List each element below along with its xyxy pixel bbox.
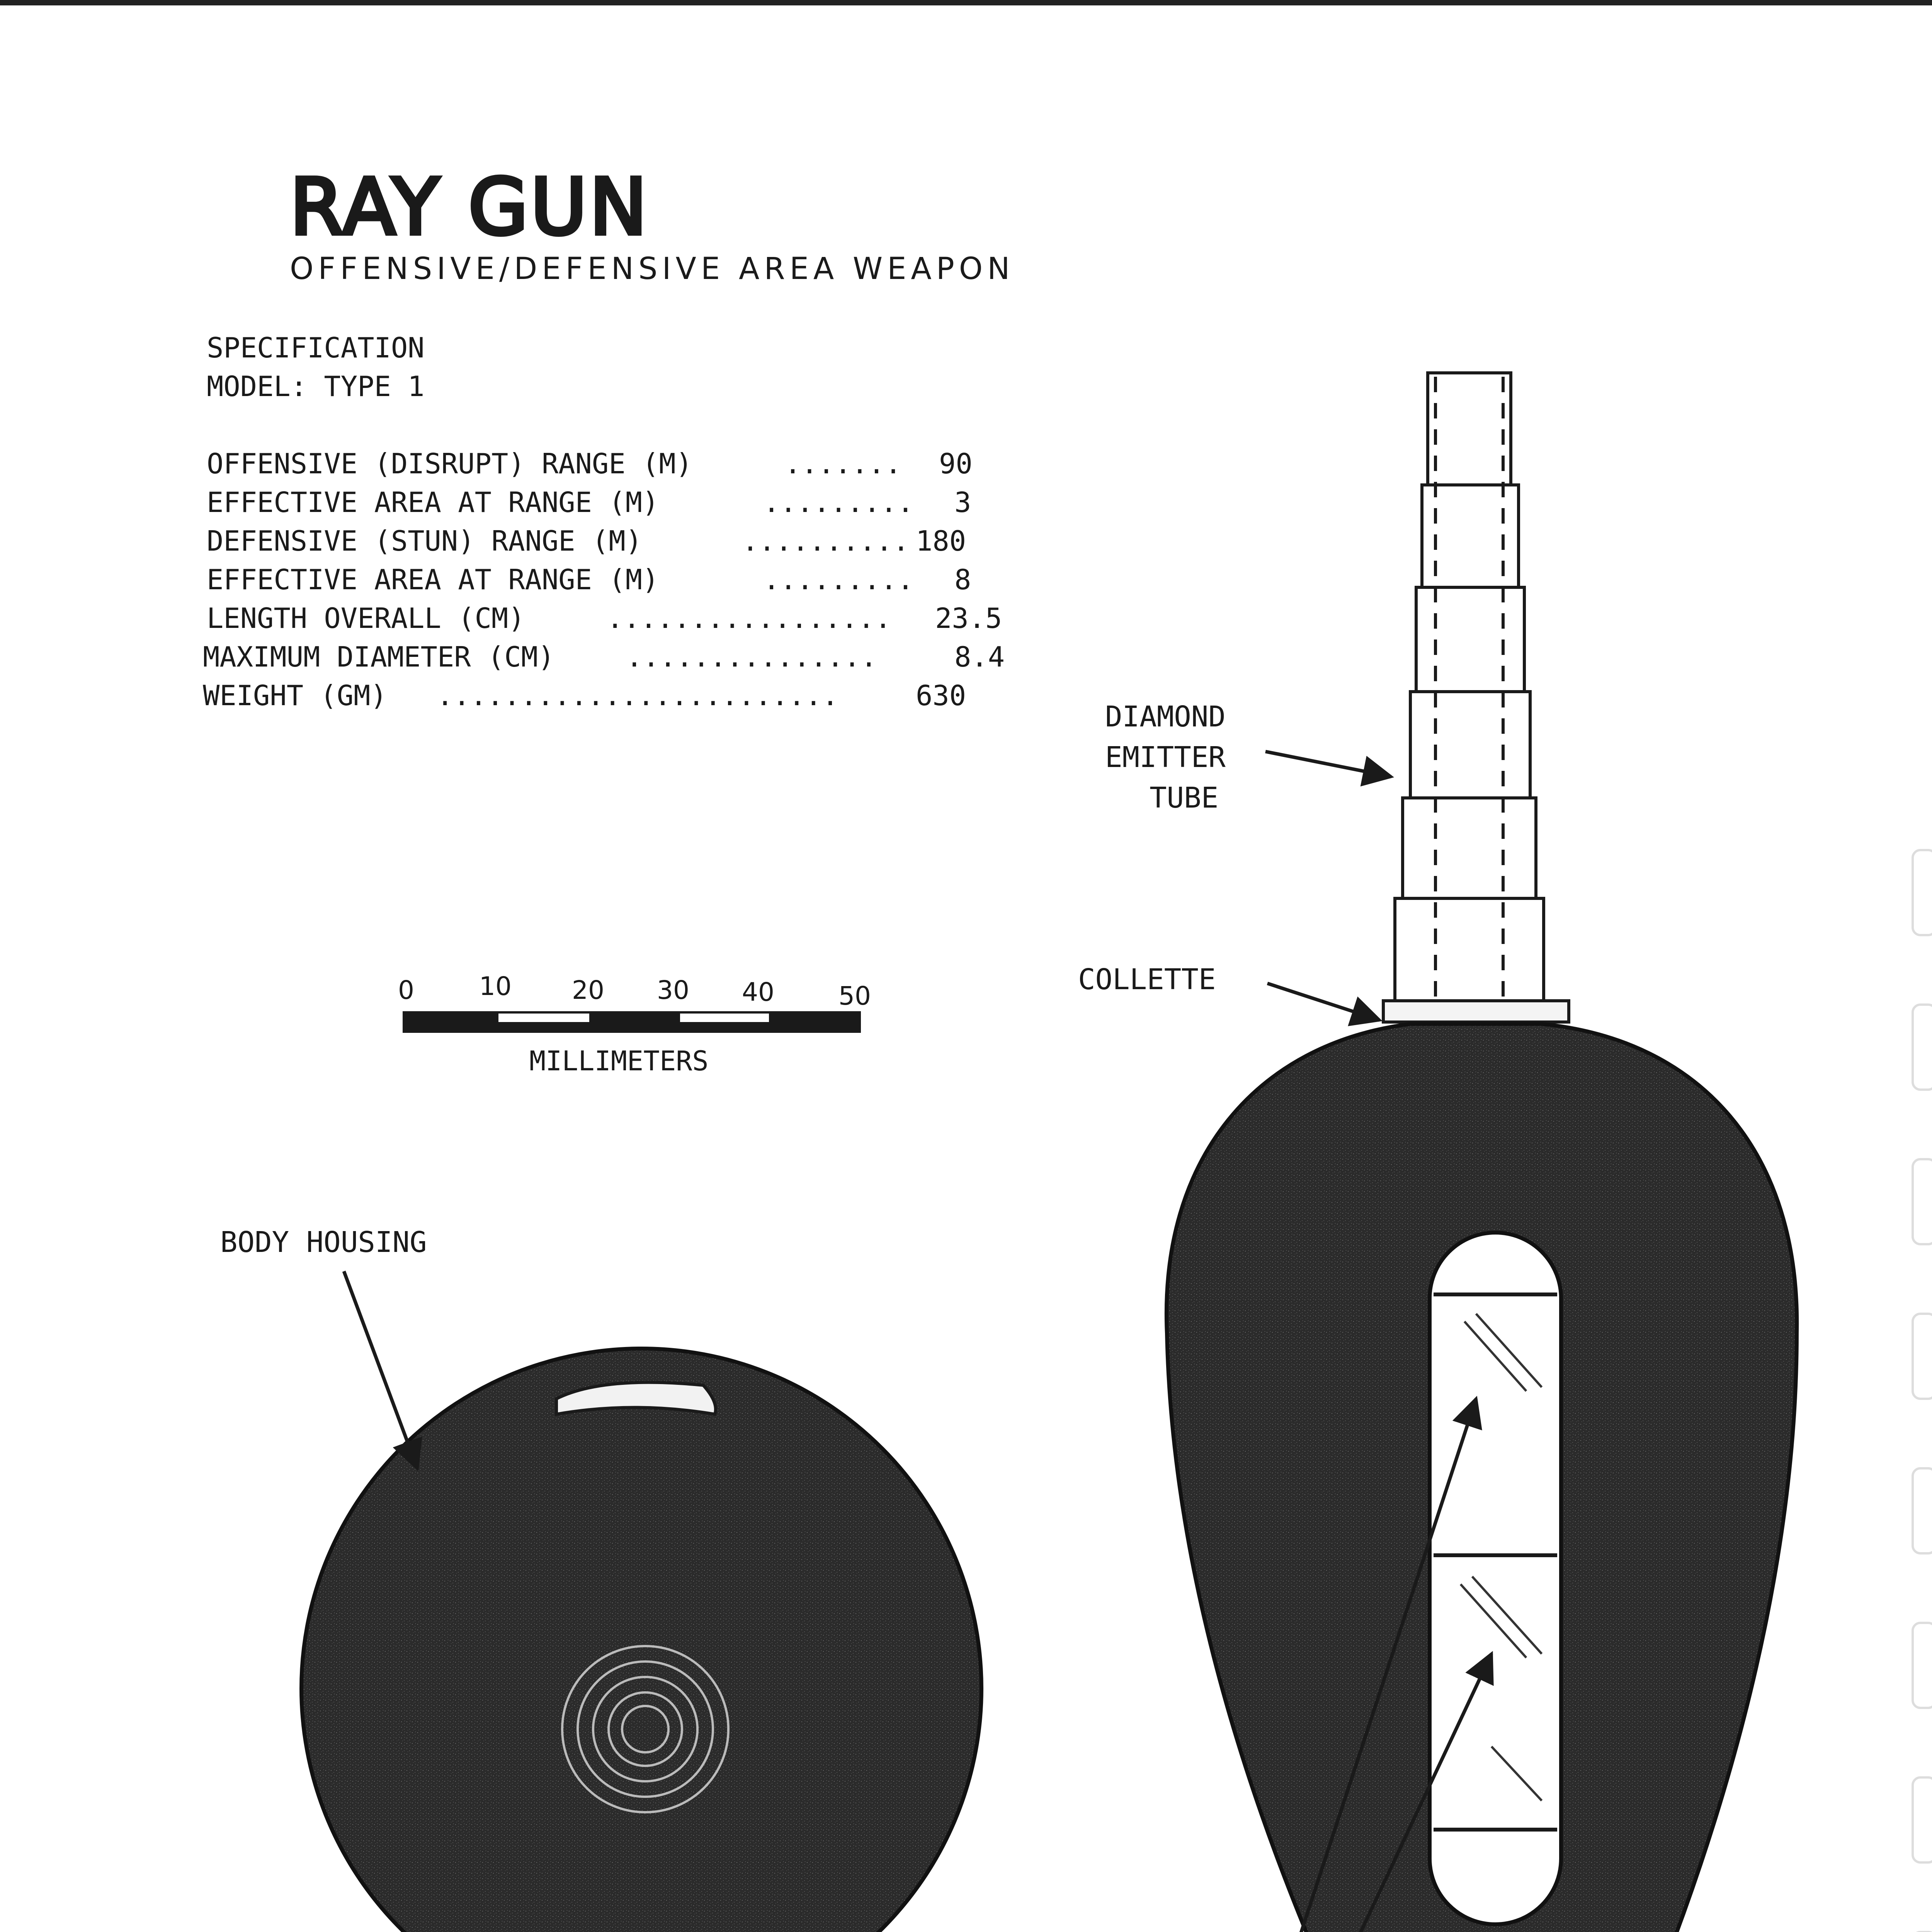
spec-row-value: 3 <box>954 486 971 519</box>
spec-row <box>207 602 1002 634</box>
scale-tick-label: 50 <box>838 981 871 1011</box>
emitter-tube <box>1395 373 1544 1001</box>
page-title: RAY GUN <box>290 162 650 252</box>
scale-tick-label: 30 <box>657 975 689 1005</box>
spec-row-label: DEFENSIVE (STUN) RANGE (M) <box>207 525 643 557</box>
spec-row-value: 23.5 <box>935 602 1002 634</box>
spec-row-leader: ......... <box>763 486 914 519</box>
scale-tick-label: 0 <box>398 975 414 1005</box>
tube-label: TUBE <box>1150 781 1219 815</box>
body-housing-label: BODY HOUSING <box>220 1226 427 1259</box>
spec-row-leader: .......... <box>742 525 910 557</box>
body-sphere <box>301 1349 981 1932</box>
collette-ring <box>1383 1001 1569 1022</box>
spec-row-label: LENGTH OVERALL (CM) <box>207 602 525 634</box>
spec-row-value: 180 <box>916 525 966 557</box>
spec-row-leader: ................. <box>607 602 891 634</box>
binder-marks <box>1913 850 1932 1932</box>
spec-row-label: EFFECTIVE AREA AT RANGE (M) <box>207 563 659 596</box>
collette-arrow <box>1267 983 1379 1020</box>
spec-row-label: EFFECTIVE AREA AT RANGE (M) <box>207 486 659 519</box>
spec-row-value: 630 <box>916 679 966 712</box>
spec-row-value: 90 <box>939 447 973 480</box>
ray-gun-side-view <box>1167 373 1797 1932</box>
spec-row <box>203 641 1005 673</box>
spec-row-label: MAXIMUM DIAMETER (CM) <box>203 641 555 673</box>
spec-row <box>207 486 971 519</box>
spec-row-value: 8 <box>954 563 971 596</box>
spec-table <box>203 447 1005 712</box>
page-subtitle: OFFENSIVE/DEFENSIVE AREA WEAPON <box>290 252 1015 286</box>
spec-row <box>207 525 966 557</box>
emitter-label: EMITTER <box>1105 741 1226 774</box>
scale-tick-label: 20 <box>572 975 604 1005</box>
emitter-arrow <box>1265 752 1391 777</box>
scale-bar-segments <box>404 1012 860 1032</box>
diamond-label: DIAMOND <box>1105 700 1226 733</box>
spec-row-value: 8.4 <box>954 641 1005 673</box>
spec-row-label: OFFENSIVE (DISRUPT) RANGE (M) <box>207 447 693 480</box>
spec-row-leader: ....... <box>784 447 902 480</box>
spec-model: MODEL: TYPE 1 <box>207 370 425 403</box>
scale-tick-label: 40 <box>742 977 774 1007</box>
collette-label: COLLETTE <box>1078 963 1216 996</box>
spec-row-leader: ........................ <box>437 679 839 712</box>
spec-row-leader: ............... <box>626 641 878 673</box>
scale-tick-label: 10 <box>479 971 512 1001</box>
spec-row-leader: ......... <box>763 563 914 596</box>
spec-row-label: WEIGHT (GM) <box>203 679 387 712</box>
spec-row <box>203 679 966 712</box>
spec-heading: SPECIFICATION <box>207 332 425 364</box>
body-housing-drawing <box>301 1349 981 1932</box>
spec-row <box>207 447 973 480</box>
body-housing-arrow <box>344 1271 417 1468</box>
scale-unit-label: MILLIMETERS <box>529 1045 709 1077</box>
spec-row <box>207 563 971 596</box>
scale-bar <box>398 971 871 1077</box>
